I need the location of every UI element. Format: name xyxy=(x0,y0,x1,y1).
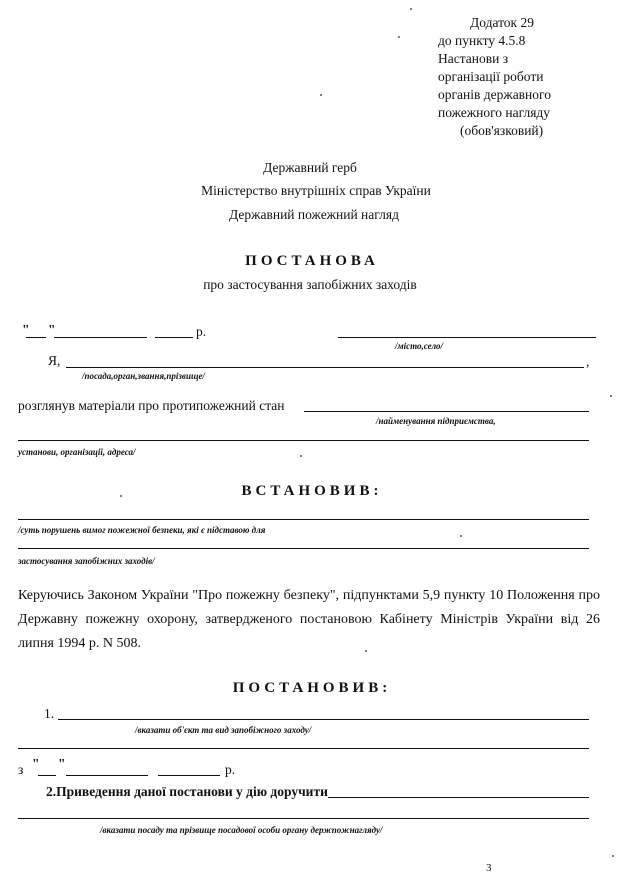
responsible-field-line xyxy=(328,797,589,798)
address-hint: установи, організації, адреса/ xyxy=(18,447,136,457)
from-date-suffix: р. xyxy=(225,762,236,777)
annex-line-6: пожежного нагляду xyxy=(438,105,551,120)
emblem-text: Державний герб xyxy=(263,160,357,175)
address-field-line xyxy=(18,440,589,441)
scan-speck xyxy=(460,535,462,537)
resolved-heading: ПОСТАНОВИВ: xyxy=(232,680,392,696)
established-heading: ВСТАНОВИВ: xyxy=(241,483,383,499)
annex-line-2: до пункту 4.5.8 xyxy=(438,33,526,48)
from-date-quote-close: " xyxy=(58,756,66,771)
from-day-field-line xyxy=(38,775,56,776)
i-prefix: Я, xyxy=(48,353,61,368)
scan-speck xyxy=(410,8,412,10)
violations-hint-1: /суть порушень вимог пожежної безпеки, які є підставою для xyxy=(18,525,266,535)
responsible-hint: /вказати посаду та прізвище посадової особи органу держпожнагляду/ xyxy=(100,825,383,835)
page-mark: 3 xyxy=(486,862,492,874)
violations-field-line-2 xyxy=(18,548,589,549)
place-hint: /місто,село/ xyxy=(395,341,444,351)
enterprise-hint: /найменування підприємства, xyxy=(376,416,496,426)
responsible-field-line-2 xyxy=(18,818,589,819)
annex-line-7: (обов'язковий) xyxy=(460,123,544,138)
item-1-number: 1. xyxy=(44,706,55,721)
place-field-line xyxy=(338,337,596,338)
annex-line-5: органів державного xyxy=(438,87,551,102)
ministry-name: Міністерство внутрішніх справ України xyxy=(201,183,431,198)
annex-line-3: Настанови з xyxy=(438,51,509,66)
violations-hint-2: застосування запобіжних заходів/ xyxy=(18,556,155,566)
scan-speck xyxy=(120,495,122,497)
month-field-line xyxy=(54,337,147,338)
from-date-prefix: з xyxy=(18,762,24,777)
scan-speck xyxy=(610,395,612,397)
from-month-field-line xyxy=(66,775,148,776)
from-year-field-line xyxy=(158,775,220,776)
measure-field-line-2 xyxy=(18,748,589,749)
annex-note xyxy=(438,14,551,140)
legal-basis-paragraph: Керуючись Законом України "Про пожежну безпеку", підпунктами 5,9 пункту 10 Положення про Державну пожежну охорону, затвердженого постановою Кабінету Міністрів України від 26 липня 1994 р. N 508. xyxy=(18,588,600,651)
scan-speck xyxy=(320,94,322,96)
measure-field-line xyxy=(58,719,589,720)
date-quote-open: " xyxy=(22,322,30,337)
official-hint: /посада,орган,звання,прізвище/ xyxy=(82,371,205,381)
from-date-quote-open: " xyxy=(32,756,40,771)
service-name: Державний пожежний нагляд xyxy=(229,207,399,222)
enterprise-field-line xyxy=(304,411,589,412)
item-2-text: 2.Приведення даної постанови у дію доручити xyxy=(46,784,328,799)
violations-field-line-1 xyxy=(18,519,589,520)
document-subtitle: про застосування запобіжних заходів xyxy=(203,277,417,292)
measure-hint: /вказати об'єкт та вид запобіжного заходу/ xyxy=(135,725,312,735)
annex-line-1: Додаток 29 xyxy=(470,15,534,30)
scan-speck xyxy=(398,36,400,38)
document-title: ПОСТАНОВА xyxy=(245,253,379,269)
scan-speck xyxy=(612,855,614,857)
official-field-line xyxy=(66,367,584,368)
year-field-line xyxy=(155,337,193,338)
scan-speck xyxy=(365,650,367,652)
annex-line-4: організації роботи xyxy=(438,69,544,84)
day-field-line xyxy=(26,337,46,338)
reviewed-text: розглянув матеріали про протипожежний стан xyxy=(18,398,285,413)
date-quote-close: " xyxy=(48,322,56,337)
i-row-comma: , xyxy=(586,354,590,369)
year-suffix: р. xyxy=(196,324,207,339)
scan-speck xyxy=(300,455,302,457)
